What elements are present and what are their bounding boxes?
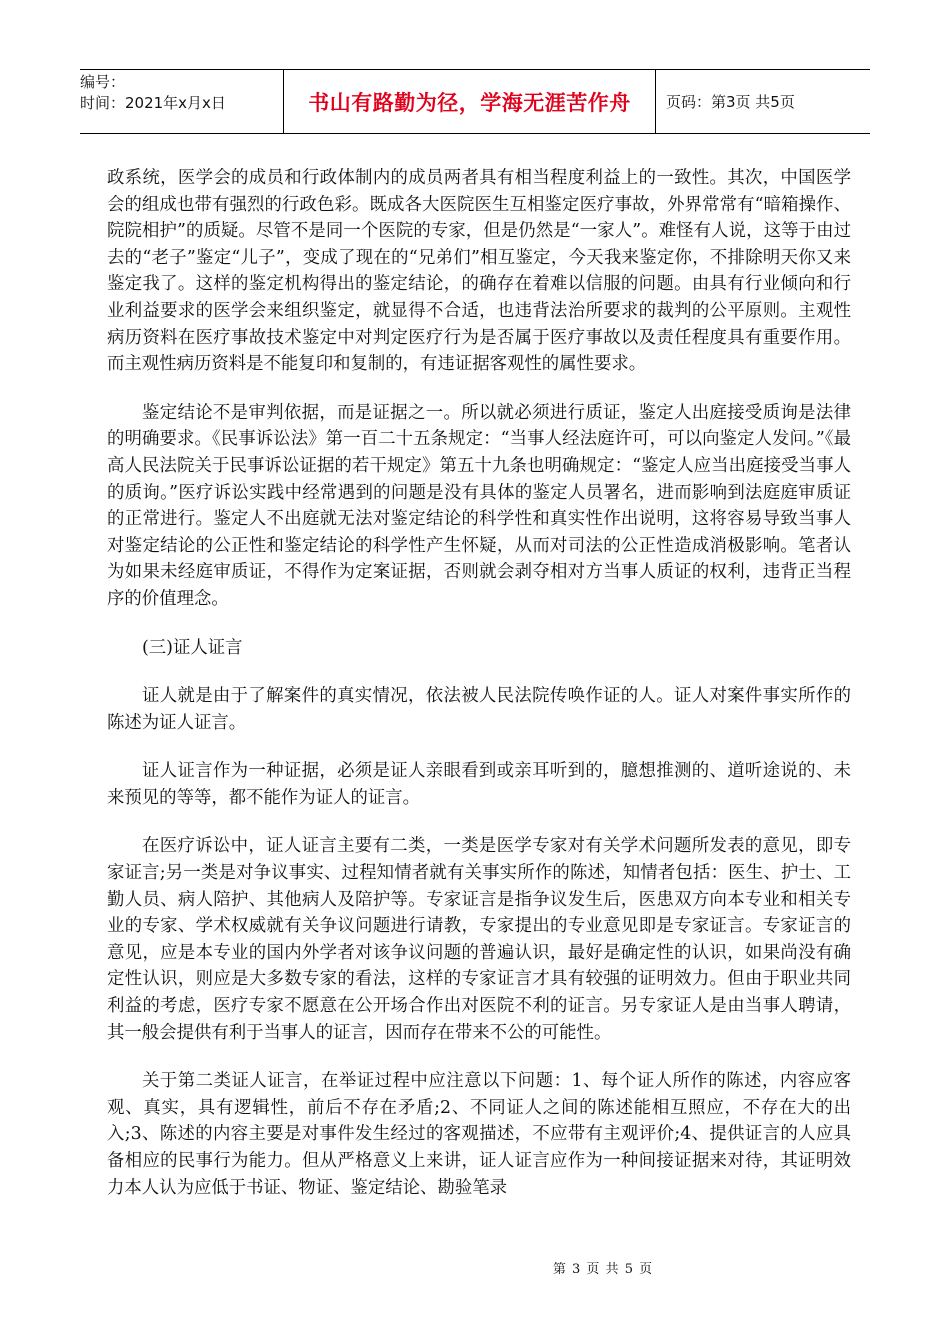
header-meta	[80, 70, 284, 133]
section-heading: (三)证人证言	[142, 637, 243, 658]
footer-page-number: 第 3 页 共 5 页	[552, 1262, 654, 1277]
paragraph: 关于第二类证人证言，在举证过程中应注意以下问题：1、每个证人所作的陈述，内容应客观、真实，具有逻辑性，前后不存在矛盾;2、不同证人之间的陈述能相互照应，不存在大的出入;3、陈述的内容主要是对事件发生经过的客观描述，不应带有主观评价;4、提供证言的人应具备相应的民事行为能力。但从严格意义上来讲，证人证言应作为一种间接证据来对待，其证明效力本人认为应低于书证、物证、鉴定结论、勘验笔录	[107, 1071, 851, 1198]
document-number-label: 编号：	[80, 73, 126, 91]
paragraph: 证人证言作为一种证据，必须是证人亲眼看到或亲耳听到的，臆想推测的、道听途说的、未来预见的等等，都不能作为证人的证言。	[107, 761, 851, 808]
paragraph: 在医疗诉讼中，证人证言主要有二类，一类是医学专家对有关学术问题所发表的意见，即专家证言;另一类是对争议事实、过程知情者就有关事实所作的陈述，知情者包括：医生、护士、工勤人员、病人陪护、其他病人及陪护等。专家证言是指争议发生后，医患双方向本专业和相关专业的专家、学术权威就有关争议问题进行请教，专家提出的专业意见即是专家证言。专家证言的意见，应是本专业的国内外学者对该争议问题的普遍认识，最好是确定性的认识，如果尚没有确定性认识，则应是大多数专家的看法，这样的专家证言才具有较强的证明效力。但由于职业共同利益的考虑，医疗专家不愿意在公开场合作出对医院不利的证言。另专家证人是由当事人聘请，其一般会提供有利于当事人的证言，因而存在带来不公的可能性。	[107, 836, 851, 1043]
paragraph: 政系统，医学会的成员和行政体制内的成员两者具有相当程度利益上的一致性。其次，中国医学会的组成也带有强烈的行政色彩。既成各大医院医生互相鉴定医疗事故，外界常常有“暗箱操作、院院相护”的质疑。尽管不是同一个医院的专家，但是仍然是“一家人”。难怪有人说，这等于由过去的“老子”鉴定“儿子”，变成了现在的“兄弟们”相互鉴定，今天我来鉴定你，不排除明天你又来鉴定我了。这样的鉴定机构得出的鉴定结论，的确存在着难以信服的问题。由具有行业倾向和行业利益要求的医学会来组织鉴定，就显得不合适，也违背法治所要求的裁判的公平原则。主观性病历资料在医疗事故技术鉴定中对判定医疗行为是否属于医疗事故以及责任程度具有重要作用。而主观性病历资料是不能复印和复制的，有违证据客观性的属性要求。	[107, 168, 851, 375]
header-motto: 书山有路勤为径，学海无涯苦作舟	[284, 70, 656, 133]
document-header	[80, 69, 870, 134]
paragraph: 证人就是由于了解案件的真实情况，依法被人民法院传唤作证的人。证人对案件事实所作的陈述为证人证言。	[107, 686, 851, 733]
header-page-info: 页码：第3页 共5页	[666, 93, 795, 111]
document-date: 时间：2021年x月x日	[80, 94, 226, 112]
page-footer	[0, 1258, 950, 1277]
document-body	[107, 165, 851, 1223]
paragraph: 鉴定结论不是审判依据，而是证据之一。所以就必须进行质证，鉴定人出庭接受质询是法律的明确要求。《民事诉讼法》第一百二十五条规定：“当事人经法庭许可，可以向鉴定人发问。”《最高人民法院关于民事诉讼证据的若干规定》第五十九条也明确规定：“鉴定人应当出庭接受当事人的质询。”医疗诉讼实践中经常遇到的问题是没有具体的鉴定人员署名，进而影响到法庭庭审质证的正常进行。鉴定人不出庭就无法对鉴定结论的科学性和真实性作出说明，这将容易导致当事人对鉴定结论的公正性和鉴定结论的科学性产生怀疑，从而对司法的公正性造成消极影响。笔者认为如果未经庭审质证，不得作为定案证据，否则就会剥夺相对方当事人质证的权利，违背正当程序的价值理念。	[107, 402, 851, 609]
